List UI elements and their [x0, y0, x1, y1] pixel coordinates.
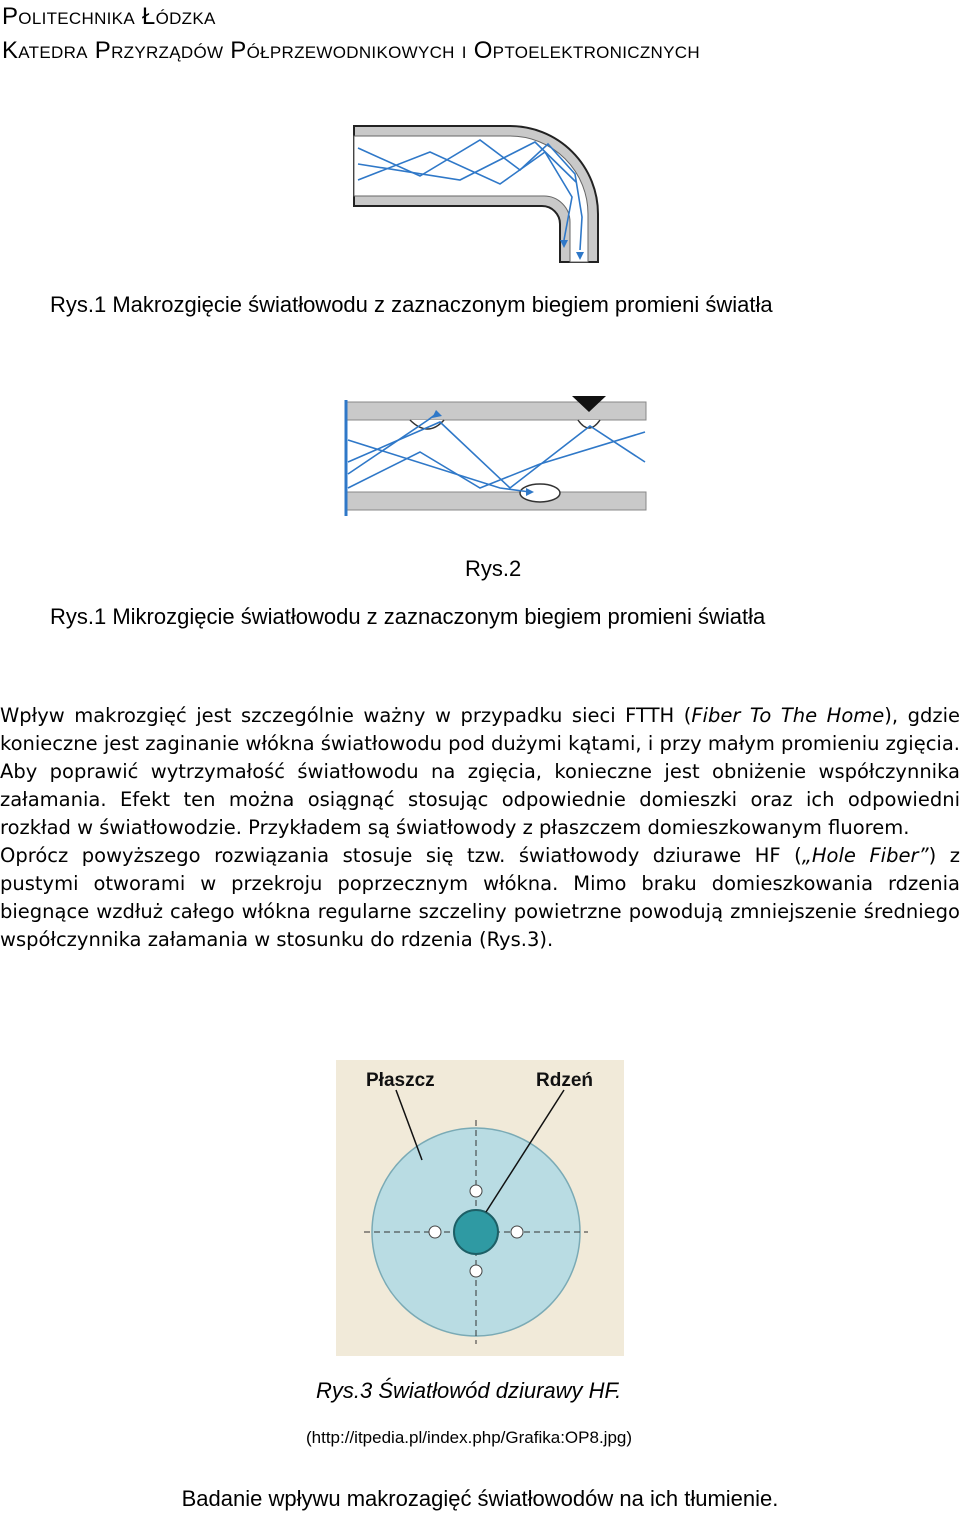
university-name: Politechnika Łódzka	[2, 3, 216, 30]
microbend-figure	[340, 392, 652, 520]
department-name: Katedra Przyrządów Półprzewodnikowych i Optoelektronicznych	[2, 37, 700, 64]
body-text	[0, 702, 960, 954]
page-footer: Badanie wpływu makrozagięć światłowodów na ich tłumienie.	[181, 1486, 779, 1511]
cladding-label: Płaszcz	[366, 1070, 435, 1091]
light-rays	[348, 414, 645, 492]
macrobend-figure	[350, 122, 600, 264]
air-hole-right	[511, 1226, 523, 1238]
figure2-label: Rys.2	[465, 556, 522, 581]
air-hole-left	[429, 1226, 441, 1238]
paragraph-hole-fiber: Oprócz powyższego rozwiązania stosuje się tzw. światłowody dziurawe HF („Hole Fiber”) z pustymi otworami w przekroju poprzecznym włókna. Mimo braku domieszkowania rdzenia biegnące wzdłuż całego włókna regularne szczeliny powietrzne powodują zmniejszenie średniego współczynnika załamania w stosunku do rdzenia (Rys.3).	[0, 844, 960, 951]
air-hole-top	[470, 1185, 482, 1197]
paragraph-ftth: Wpływ makrozgięć jest szczególnie ważny w przypadku sieci FTTH (Fiber To The Home), gdzie konieczne jest zaginanie włókna światłowodu pod dużymi kątami, i przy małym promieniu zgięcia. Aby poprawić wytrzymałość światłowodu na zgięcia, konieczne jest obniżenie współczynnika załamania. Efekt ten można osiągnąć stosując odpowiednie domieszki oraz ich odpowiedni rozkład w światłowodzie. Przykładem są światłowody z płaszczem domieszkowanym fluorem.	[0, 704, 960, 839]
core-circle	[454, 1210, 498, 1254]
hole-fiber-figure	[336, 1060, 624, 1356]
air-hole-bottom	[470, 1265, 482, 1277]
figure3-source: (http://itpedia.pl/index.php/Grafika:OP8.jpg)	[306, 1428, 633, 1447]
figure3-caption: Rys.3 Światłowód dziurawy HF.	[316, 1378, 622, 1403]
figure1-caption: Rys.1 Makrozgięcie światłowodu z zaznaczonym biegiem promieni światła	[50, 292, 773, 317]
document-header	[2, 0, 700, 68]
fiber-top-cladding	[346, 402, 646, 420]
figure2-caption: Rys.1 Mikrozgięcie światłowodu z zaznaczonym biegiem promieni światła	[50, 604, 766, 629]
core-label: Rdzeń	[536, 1070, 593, 1091]
fiber-bottom-cladding	[346, 492, 646, 510]
